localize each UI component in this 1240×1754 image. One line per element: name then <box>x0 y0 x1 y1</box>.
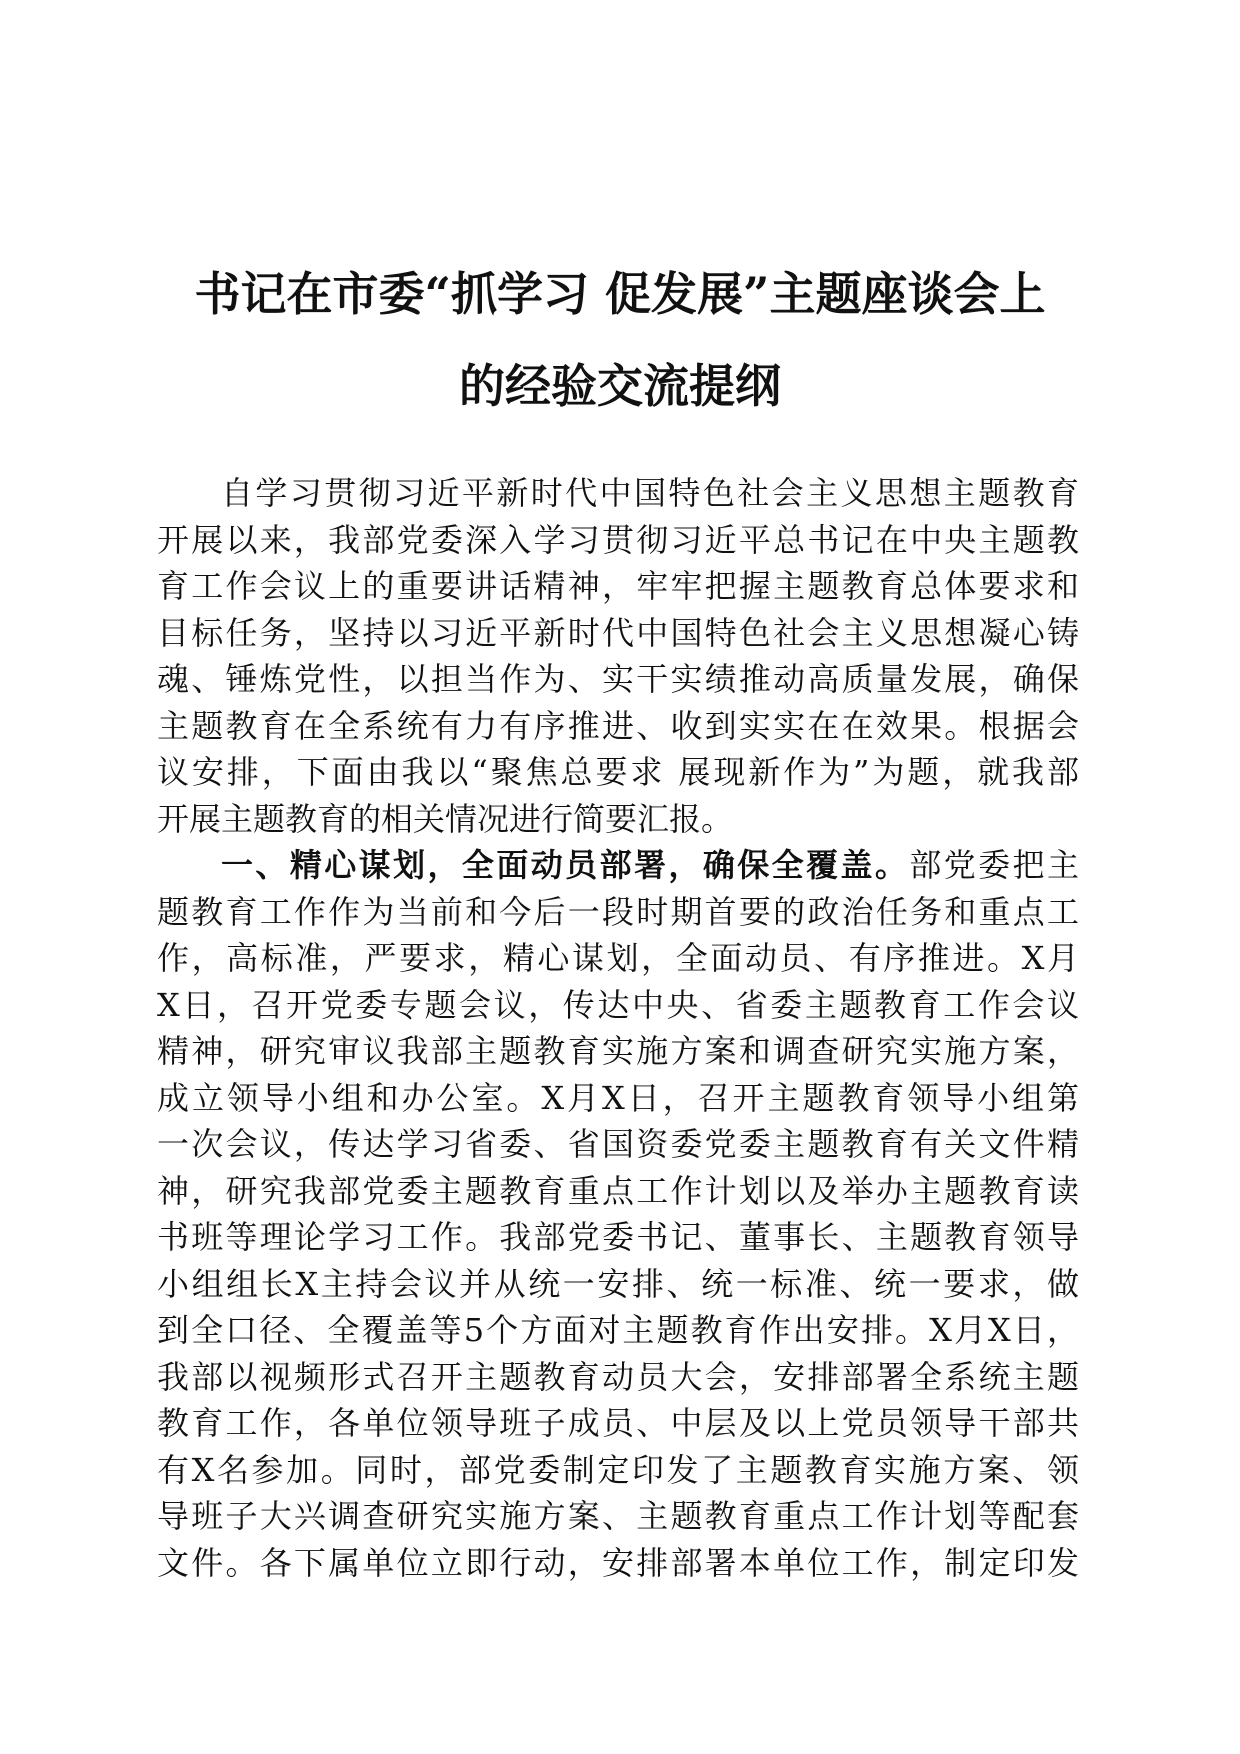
text-line: 书班等理论学习工作。我部党委书记、董事长、主题教育领导 <box>157 1218 1079 1256</box>
title-line-1: 书记在市委“抓学习 促发展”主题座谈会上 <box>194 267 1046 321</box>
text-line: 导班子大兴调查研究实施方案、主题教育重点工作计划等配套 <box>157 1497 1079 1535</box>
text-line: 育工作会议上的重要讲话精神，牢牢把握主题教育总体要求和 <box>157 567 1079 605</box>
paragraph-intro <box>157 470 1079 842</box>
text-line: 魂、锤炼党性，以担当作为、实干实绩推动高质量发展，确保 <box>157 660 1079 698</box>
text-line: 到全口径、全覆盖等5个方面对主题教育作出安排。X月X日， <box>157 1311 1079 1349</box>
text-line: 一次会议，传达学习省委、省国资委党委主题教育有关文件精 <box>157 1125 1079 1163</box>
text-line: 我部以视频形式召开主题教育动员大会，安排部署全系统主题 <box>157 1357 1079 1396</box>
text-line: 文件。各下属单位立即行动，安排部署本单位工作，制定印发 <box>157 1543 1079 1582</box>
section-heading-line <box>157 842 1079 889</box>
text-line: 精神，研究审议我部主题教育实施方案和调查研究实施方案， <box>157 1032 1079 1070</box>
text-line: 成立领导小组和办公室。X月X日，召开主题教育领导小组第 <box>157 1078 1079 1117</box>
title-line-2: 的经验交流提纲 <box>459 359 781 413</box>
section-heading-continuation: 部党委把主 <box>909 846 1079 884</box>
text-line: 自学习贯彻习近平新时代中国特色社会主义思想主题教育 <box>221 474 1079 512</box>
text-line: 神，研究我部党委主题教育重点工作计划以及举办主题教育读 <box>157 1171 1079 1210</box>
section-heading: 一、精心谋划，全面动员部署，确保全覆盖。 <box>221 846 910 884</box>
text-line: 小组组长X主持会议并从统一安排、统一标准、统一要求，做 <box>157 1264 1079 1303</box>
text-line: 议安排，下面由我以“聚焦总要求 展现新作为”为题，就我部 <box>157 753 1079 791</box>
document-title <box>150 248 1090 432</box>
text-line: 目标任务，坚持以习近平新时代中国特色社会主义思想凝心铸 <box>157 613 1079 652</box>
text-line: X日，召开党委专题会议，传达中央、省委主题教育工作会议 <box>157 985 1079 1024</box>
paragraph-section-1 <box>157 842 1079 1586</box>
text-line: 主题教育在全系统有力有序推进、收到实实在在效果。根据会 <box>157 706 1079 745</box>
text-line: 题教育工作作为当前和今后一段时期首要的政治任务和重点工 <box>157 892 1079 931</box>
text-line: 有X名参加。同时，部党委制定印发了主题教育实施方案、领 <box>157 1450 1079 1489</box>
document-body <box>157 470 1079 1586</box>
text-line: 开展主题教育的相关情况进行简要汇报。 <box>157 799 734 838</box>
text-line: 开展以来，我部党委深入学习贯彻习近平总书记在中央主题教 <box>157 520 1079 559</box>
text-line: 教育工作，各单位领导班子成员、中层及以上党员领导干部共 <box>157 1404 1079 1442</box>
text-line: 作，高标准，严要求，精心谋划，全面动员、有序推进。X月 <box>157 939 1079 977</box>
